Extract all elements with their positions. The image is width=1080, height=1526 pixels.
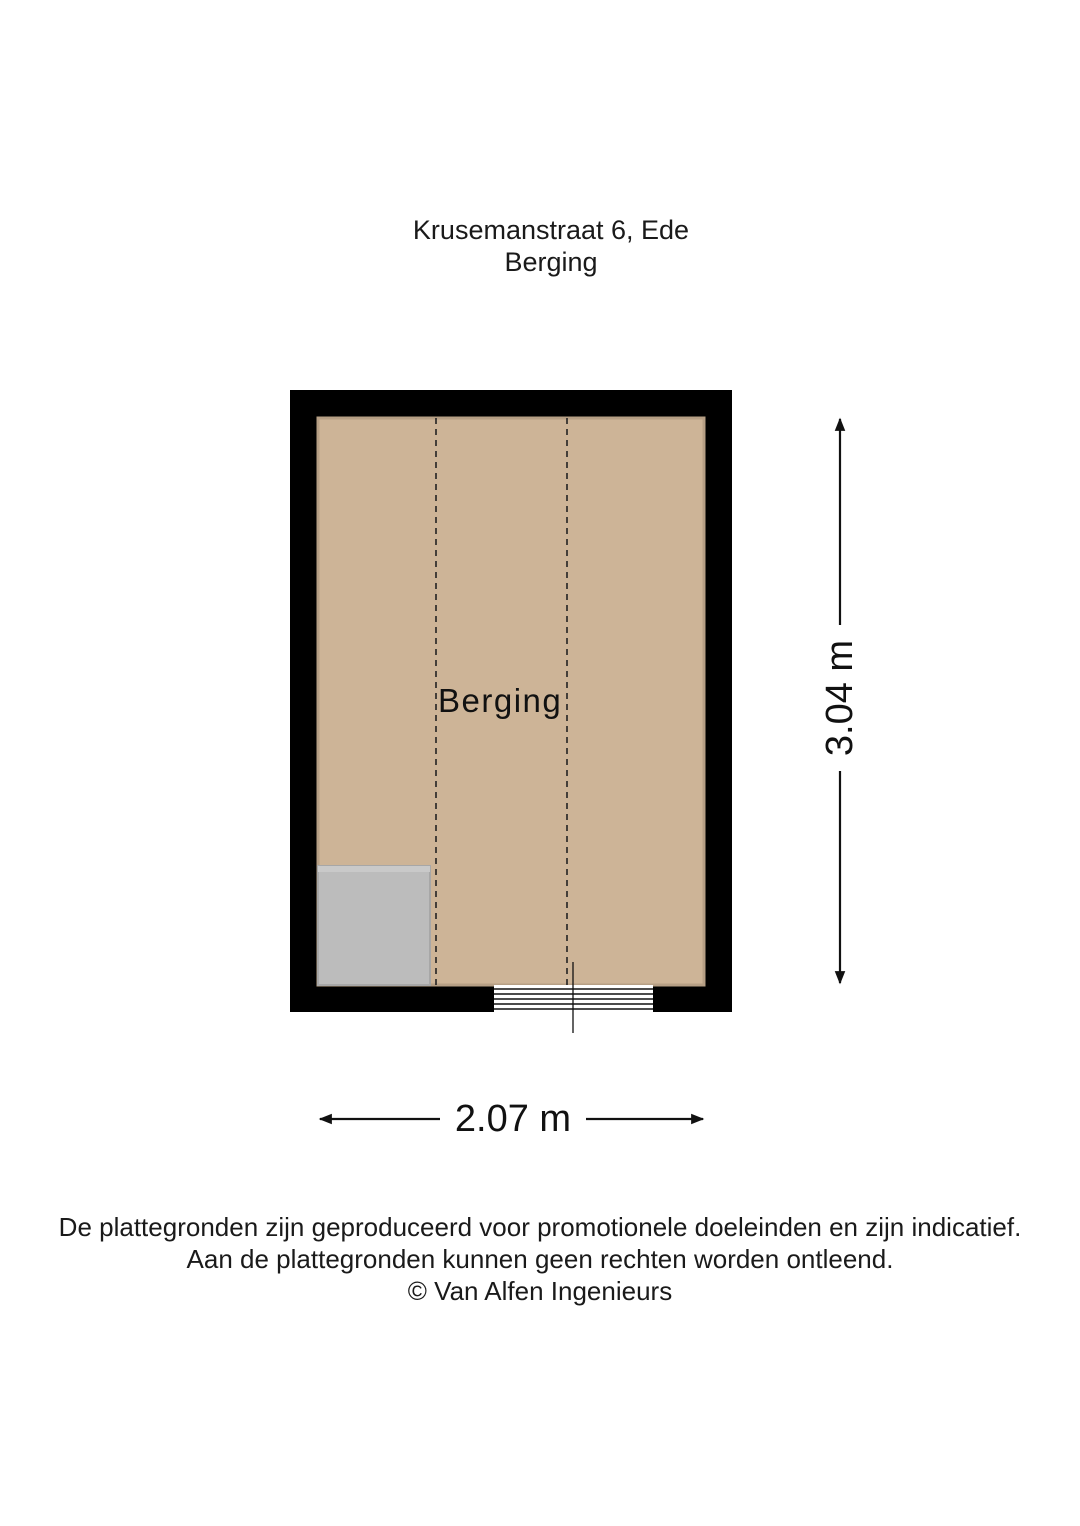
copyright-line: © Van Alfen Ingenieurs bbox=[407, 1276, 673, 1306]
width-dimension-label: 2.07 m bbox=[440, 1097, 586, 1141]
room-label: Berging bbox=[438, 682, 563, 719]
address-title: Krusemanstraat 6, Ede bbox=[412, 215, 690, 245]
disclaimer-line-2: Aan de plattegronden kunnen geen rechten worden ontleend. bbox=[186, 1244, 894, 1274]
floor-title: Berging bbox=[504, 247, 598, 277]
disclaimer-line-1: De plattegronden zijn geproduceerd voor promotionele doeleinden en zijn indicatief. bbox=[58, 1212, 1022, 1242]
disclaimer bbox=[0, 1211, 1080, 1307]
height-dimension-label: 3.04 m bbox=[818, 625, 862, 771]
storage-fixture bbox=[318, 866, 430, 985]
